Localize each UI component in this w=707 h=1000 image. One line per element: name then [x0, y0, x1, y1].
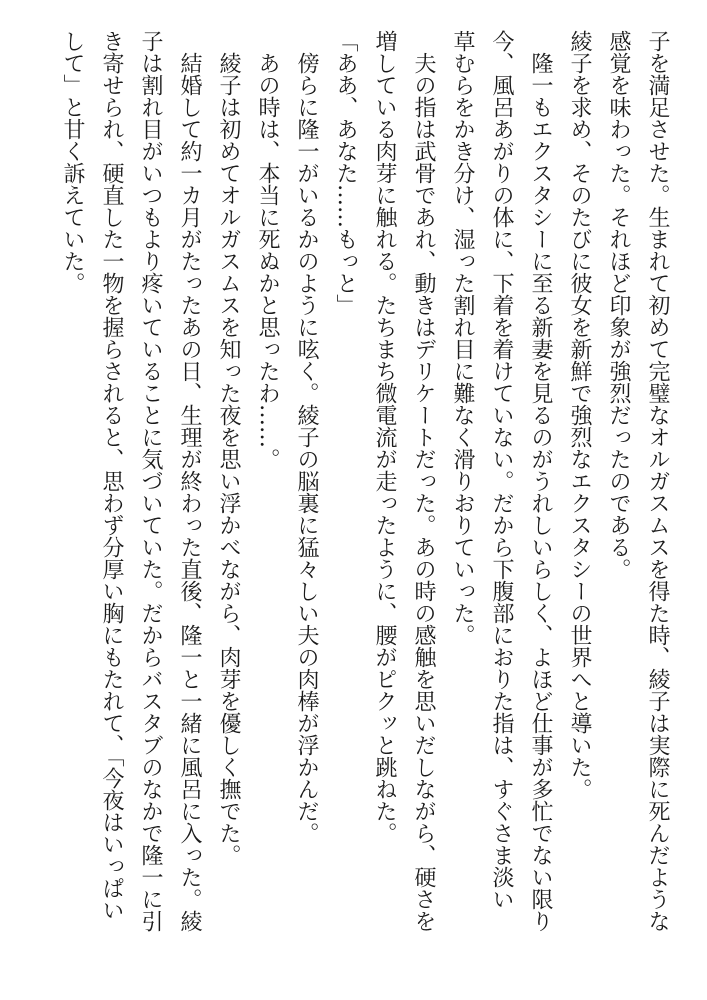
text-line-1: 子を満足させた。生まれて初めて完璧なオルガスムスを得た時、綾子は実際に死んだような [645, 30, 670, 932]
text-line-12: 綾子は初めてオルガスムスを知った夜を思い浮かべながら、肉芽を優しく撫でた。 [216, 52, 241, 866]
text-line-6: 草むらをかき分け、湿った割れ目に難なく滑りおりていった。 [450, 30, 475, 646]
text-line-8: 増している肉芽に触れる。たちまち微電流が走ったように、腰がピクッと跳ねた。 [372, 30, 397, 844]
vertical-text-body [17, 30, 677, 975]
text-line-13: 結婚して約一カ月がたったあの日、生理が終わった直後、隆一と一緒に風呂に入った。綾 [177, 52, 202, 932]
text-line-16: して」と甘く訴えていた。 [60, 30, 85, 294]
text-line-10: 傍らに隆一がいるかのように呟く。綾子の脳裏に猛々しい夫の肉棒が浮かんだ。 [294, 52, 319, 844]
text-line-4: 隆一もエクスタシーに至る新妻を見るのがうれしいらしく、よほど仕事が多忙でない限り [528, 52, 553, 932]
text-line-5: 今、風呂あがりの体に、下着を着けていない。だから下腹部におりた指は、すぐさま淡い [489, 30, 514, 910]
text-line-14: 子は割れ目がいつもより疼いていることに気づいていた。だからバスタブのなかで隆一に引 [138, 30, 163, 932]
text-line-7: 夫の指は武骨であれ、動きはデリケートだった。あの時の感触を思いだしながら、硬さを [411, 52, 436, 932]
text-line-11: あの時は、本当に死ぬかと思ったわ……。 [255, 52, 280, 470]
text-line-2: 感覚を味わった。それほど印象が強烈だったのである。 [606, 30, 631, 580]
text-line-9: 「ああ、あなた……もっと」 [333, 30, 358, 316]
text-line-3: 綾子を求め、そのたびに彼女を新鮮で強烈なエクスタシーの世界へと導いた。 [567, 30, 592, 800]
text-line-15: き寄せられ、硬直した一物を握らされると、思わず分厚い胸にもたれて、「今夜はいっぱい [99, 30, 124, 921]
